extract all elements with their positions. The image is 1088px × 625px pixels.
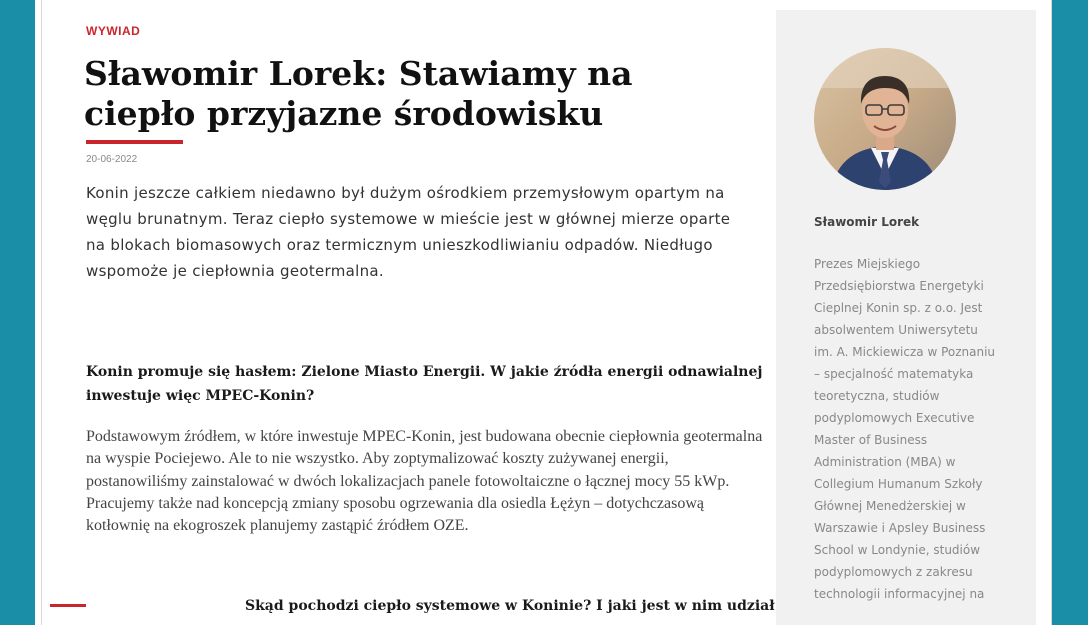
interview-question: Konin promuje się hasłem: Zielone Miasto Energii. W jakie źródła energii odnawialnej inwestuje więc MPEC-Konin? <box>86 364 763 404</box>
interview-question: Skąd pochodzi ciepło systemowe w Koninie? I jaki jest w nim udział <box>245 598 775 614</box>
author-name: Sławomir Lorek <box>814 215 920 229</box>
author-bio: Prezes Miejskiego Przedsiębiorstwa Energetyki Cieplnej Konin sp. z o.o. Jest absolwentem Uniwersytetu im. A. Mickiewicza w Poznaniu – specjalność matematyka teoretyczna, studiów podyplomowych Executive Master of Business Administration (MBA) w Collegium Humanum Szkoły Głównej Menedżerskiej w Warszawie i Apsley Business School w Londynie, studiów podyplomowych z zakresu technologii informacyjnej na <box>814 257 996 601</box>
article-category[interactable]: WYWIAD <box>86 24 141 38</box>
article-date: 20-06-2022 <box>86 154 138 165</box>
section-marker <box>50 604 86 607</box>
article-title: Sławomir Lorek: Stawiamy na ciepło przyjazne środowisku <box>84 54 633 133</box>
interview-answer: Podstawowym źródłem, w które inwestuje MPEC-Konin, jest budowana obecnie ciepłownia geotermalna na wyspie Pociejewo. Ale to nie wszystko. Aby zoptymalizować koszty zużywanej energii, postanowiliśmy zainstalować w dwóch lokalizacjach panele fotowoltaiczne o łącznej mocy 55 kWp. Pracujemy także nad koncepcją zmiany sposobu ogrzewania dla osiedla Łężyn – dotychczasową kotłownię na ekogroszek planujemy zastąpić źródłem OZE. <box>86 428 763 535</box>
article-lead: Konin jeszcze całkiem niedawno był dużym ośrodkiem przemysłowym opartym na węglu brunatnym. Teraz ciepło systemowe w mieście jest w głównej mierze oparte na blokach biomasowych oraz termicznym unieszkodliwianiu odpadów. Niedługo wspomoże je ciepłownia geotermalna. <box>86 184 731 280</box>
title-underline <box>86 140 183 144</box>
author-sidebar <box>776 10 1036 625</box>
author-photo <box>814 48 956 190</box>
article-page <box>41 0 1052 625</box>
author-portrait-image <box>814 48 956 190</box>
